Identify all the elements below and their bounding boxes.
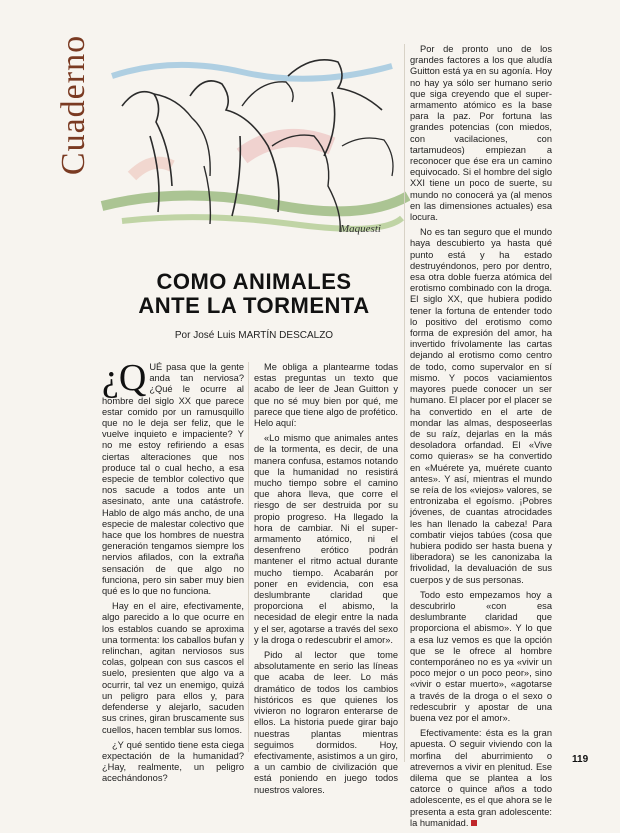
dropcap: ¿Q xyxy=(102,357,147,399)
paragraph: Pido al lector que tome absolutamente en serio las líneas que acaba de leer. Lo más dramático de todos los cambios históricos es que quienes los vivieron no lograron enterarse de ellos. La historia puede girar bajo nuestras plantas mientras seguimos dormidos. Hoy, efectivamente, asistimos a un giro, a un cambio de civilización que está poniendo en juego todos nuestros valores. xyxy=(254,650,398,795)
title-line-2: ANTE LA TORMENTA xyxy=(138,293,370,318)
horses-illustration xyxy=(92,36,410,246)
column-divider xyxy=(248,362,249,752)
paragraph: No es tan seguro que el mundo haya descubierto ya hasta qué punto está y ha estado destruyéndonos, pero por dentro, esa otra doble fuerza atómica del erotismo combinado con la droga. El siglo XX, que hubiera podido tener la fortuna de entender todo lo positivo del erotismo como forma de expresión del amor, ha invertido frívolamente las cartas dejando al erotismo como centro de todo, como supervalor en sí mismo. Y pocos vaciamientos mayores puede conocer un ser humano. El placer por el placer se ha convertido en el arte de mondar las almas, desposeerlas de su raíz, dejarlas en la más desoladora orfandad. El «Vive como quieras» se ha convertido en «Muérete ya, muérete cuanto antes». Y así, mientras el mundo se reía de los «viejos» valores, se entronizaba el egoísmo. ¡Pobres jóvenes, de cuantas atrocidades les han llenado la cabeza! Para combatir viejos tabúes (cosa que hubiera podido ser hasta buena y liberadora) se les canonizaba la frivolidad, la devaluación de sus cuerpos y de sus personas. xyxy=(410,227,552,585)
end-of-article-mark xyxy=(471,820,477,826)
column-left xyxy=(102,357,244,789)
paragraph xyxy=(102,357,244,597)
paragraph-text: Efectivamente: ésta es la gran apuesta. O seguir viviendo con la morfina del aburrimiento o atrevernos a vivir en plenitud. Ese dilema que se plantea a los catorce o quince años a todo adolescente, es el que ahora se le presenta a esta gran adolescente: la humanidad. xyxy=(410,728,552,828)
page-number: 119 xyxy=(572,754,589,765)
paragraph: Hay en el aire, efectivamente, algo parecido a lo que ocurre en los establos cuando se aproxima una tormenta: los caballos bufan y relinchan, agitan nerviosos sus colas, golpean con sus cascos el suelo, presienten que algo va a ocurrir, tal vez un enemigo, quizá un peligro para ellos y, para defenderse y alejarlo, sacuden sus crines, giran bruscamente sus cuellos, hacen temblar sus lomos. xyxy=(102,601,244,735)
section-label: Cuaderno xyxy=(55,34,93,176)
illustration-signature: Maquesti xyxy=(340,223,381,235)
paragraph: Me obliga a plantearme todas estas preguntas un texto que acabo de leer de Jean Guitton y que no sé muy bien por qué, me parece que tiene algo de profético. Helo aquí: xyxy=(254,362,398,429)
paragraph: Por de pronto uno de los grandes factores a los que aludía Guitton está ya en su agonía. Hoy no hay ya sólo ser humano serio que siga creyendo que el super-armamento atómico es la base para la paz. Por fortuna las grandes potencias (con miedos, con vacilaciones, con tartamudeos) empiezan a reconocer que ése era un camino equivocado. Si el hombre del siglo XXI tiene un poco de suerte, su mundo no conocerá ya (al menos en las dimensiones actuales) esa locura. xyxy=(410,44,552,223)
paragraph-text: UÉ pasa que la gente anda tan nerviosa? ¿Qué le ocurre al hombre del siglo XX que parece estar comido por un ramusquillo que no le deja ser feliz, que le vuelve inquieto e impaciente? Y no me estoy refiriendo a esas ciertas alteraciones que nos produce tal o cual hecho, a esa especie de temblor colectivo que nos sacude a todos ante un asesinato, ante una catástrofe. Hablo de algo más ancho, de una especie de malestar colectivo que hace que los hombres de nuestra generación tengamos siempre los nervios afilados, con la extraña sensación de que algo no funciona, pero sin saber muy bien qué es lo que no funciona. xyxy=(102,362,244,597)
paragraph: ¿Y qué sentido tiene esta ciega expectación de la humanidad? ¿Hay, realmente, un peligro acechándonos? xyxy=(102,739,244,784)
quote-paragraph: «Lo mismo que animales antes de la tormenta, es decir, de una manera confusa, estamos notando que la humanidad no resistirá mucho tiempo sobre el camino que ahora lleva, que corre el riesgo de ser destruida por su propio progreso. Ha llegado la hora de cambiar. Ni el super-armamento atómico, ni el desenfreno erótico podrán mantener el ritmo actual durante mucho tiempo. Acabarán por poner en evidencia, con esa deslumbrante claridad que proporciona el abismo, la necesidad de elegir entre la nada y el ser, agotarse a través del sexo y la droga o redescubrir el amor». xyxy=(254,433,398,645)
paragraph xyxy=(410,728,552,829)
column-middle xyxy=(254,362,398,800)
column-right xyxy=(410,44,552,833)
paragraph: Todo esto empezamos hoy a descubrirlo «con esa deslumbrante claridad que proporciona el abismo». Y lo que a esa luz vemos es que la opción que se le ofrece al hombre contemporáneo no es ya «vivir un poco mejor o un poco peor», sino «vivir o estar muerto», «agotarse a través de la droga o el sexo o redescubrir y apostar de una buena vez por el amor». xyxy=(410,589,552,723)
title-line-1: COMO ANIMALES xyxy=(156,269,352,294)
byline: Por José Luis MARTÍN DESCALZO xyxy=(174,330,334,341)
section-tag xyxy=(40,34,100,176)
article-title xyxy=(108,270,400,318)
column-divider xyxy=(404,44,405,762)
